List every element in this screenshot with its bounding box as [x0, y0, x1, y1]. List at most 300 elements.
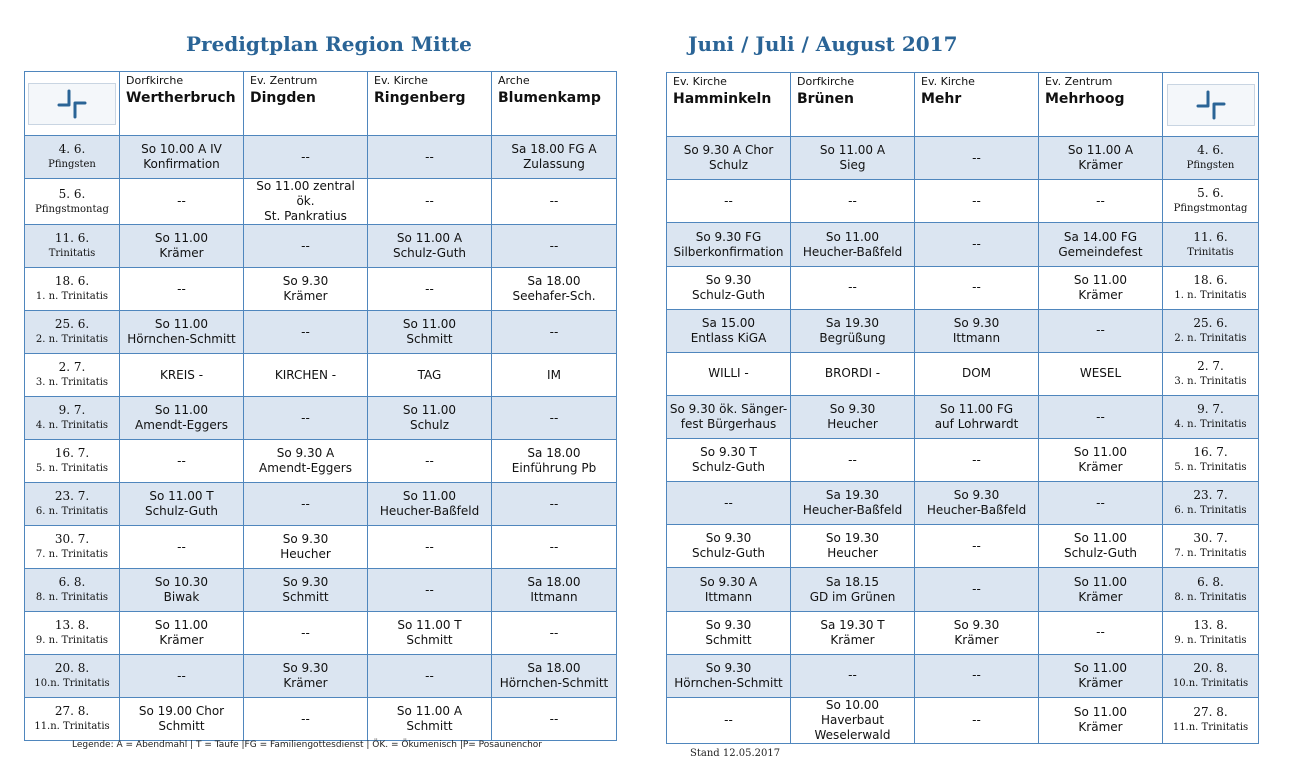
legend: Legende: A = Abendmahl | T = Taufe |FG = Familiengottesdienst | ÖK. = Ökumenisch |P= Posaunenchor [72, 740, 543, 750]
service-cell [1039, 137, 1163, 180]
service-line: -- [549, 539, 559, 554]
service-line: Heucher-Baßfeld [802, 244, 903, 259]
service-line: Schmitt [705, 632, 752, 647]
service-line: -- [848, 668, 857, 683]
logo-wrapper [1165, 73, 1256, 136]
service-cell [1039, 654, 1163, 697]
service-line: -- [549, 496, 559, 511]
service-cell [368, 179, 492, 225]
service-line: Schulz-Guth [691, 287, 766, 302]
service-cell [791, 137, 915, 180]
service-line: Krämer [283, 676, 328, 690]
service-line: -- [301, 238, 310, 253]
header-row [25, 72, 617, 136]
service-line: Entlass KiGA [690, 330, 767, 345]
service-line: So 11.00 [154, 403, 209, 417]
service-cell [915, 482, 1039, 525]
service-cell [667, 223, 791, 266]
date-label: 30. 7. [54, 532, 90, 546]
service-line: Sieg [839, 158, 866, 173]
service-line: -- [972, 538, 981, 553]
schedule-row [667, 654, 1259, 697]
sunday-name: Pfingstmontag [35, 203, 109, 215]
cross-logo-icon [28, 83, 116, 125]
schedule-row [25, 179, 617, 225]
sunday-name: Pfingsten [48, 159, 96, 170]
date-cell [1163, 482, 1259, 525]
service-line: So 9.30 A [276, 446, 335, 460]
service-line: -- [301, 324, 310, 339]
date-cell [1163, 137, 1259, 180]
service-line: -- [1096, 193, 1105, 208]
date-cell [25, 612, 120, 655]
schedule-row [25, 698, 617, 741]
sunday-name: 3. n. Trinitatis [1174, 375, 1247, 387]
service-cell [791, 395, 915, 438]
date-label: 13. 8. [1193, 617, 1228, 632]
service-line: Ittmann [530, 590, 578, 604]
service-line: -- [177, 281, 186, 296]
date-cell [25, 354, 120, 397]
service-line: So 11.00 [1073, 272, 1128, 287]
service-cell [120, 354, 244, 397]
service-cell [120, 440, 244, 483]
service-cell [244, 655, 368, 698]
service-cell [368, 136, 492, 179]
date-cell [1163, 223, 1259, 266]
sunday-name: Pfingsten [1186, 160, 1235, 172]
schedule-row [667, 525, 1259, 568]
service-line: -- [848, 193, 857, 208]
sunday-name: 10.n. Trinitatis [1172, 677, 1249, 689]
date-label: 6. 8. [1197, 574, 1224, 589]
service-line: So 10.00 Haverbaut [820, 697, 885, 727]
service-line: -- [425, 453, 434, 468]
service-cell [120, 569, 244, 612]
service-line: -- [301, 625, 310, 640]
logo-cell [25, 72, 120, 136]
service-cell [1039, 439, 1163, 482]
service-cell [368, 569, 492, 612]
service-line: TAG [417, 367, 442, 382]
date-label: 9. 7. [58, 403, 86, 417]
service-line: Schulz-Guth [691, 460, 766, 475]
service-cell [368, 655, 492, 698]
date-label: 27. 8. [54, 704, 90, 718]
schedule-row [667, 266, 1259, 309]
date-label: 13. 8. [54, 618, 90, 632]
date-cell [25, 655, 120, 698]
service-line: So 11.00 [402, 317, 457, 331]
service-cell [244, 225, 368, 268]
service-line: So 19.00 Chor [138, 704, 225, 718]
church-header [244, 72, 368, 136]
sunday-name: 9. n. Trinitatis [1174, 634, 1247, 646]
schedule-row [667, 439, 1259, 482]
service-line: Amendt-Eggers [135, 418, 228, 432]
service-line: Sa 19.30 [825, 315, 880, 330]
date-label: 23. 7. [1193, 488, 1228, 503]
service-line: Heucher-Baßfeld [802, 503, 903, 518]
church-name: Mehr [921, 91, 962, 107]
church-type: Ev. Zentrum [250, 74, 318, 87]
date-label: 16. 7. [54, 446, 90, 460]
sunday-name: 10.n. Trinitatis [34, 678, 110, 689]
service-cell [244, 698, 368, 741]
service-line: Krämer [1078, 460, 1123, 475]
sunday-name: 7. n. Trinitatis [35, 549, 109, 560]
date-label: 5. 6. [58, 186, 86, 201]
church-header [667, 73, 791, 137]
church-name: Mehrhoog [1045, 91, 1125, 107]
service-line: So 9.30 [953, 488, 1000, 503]
sunday-name: 2. n. Trinitatis [1174, 332, 1247, 344]
service-line: Schulz [708, 158, 749, 173]
service-cell [915, 180, 1039, 223]
service-cell [120, 612, 244, 655]
service-line: So 10.00 A IV [141, 142, 222, 156]
schedule-row [25, 526, 617, 569]
date-label: 11. 6. [54, 231, 90, 245]
service-cell [915, 266, 1039, 309]
service-line: Ittmann [704, 589, 753, 604]
service-line: DOM [961, 366, 992, 381]
service-line: -- [972, 237, 981, 251]
date-cell [25, 397, 120, 440]
service-cell [120, 179, 244, 225]
date-cell [1163, 568, 1259, 611]
service-cell [368, 440, 492, 483]
church-header [368, 72, 492, 136]
service-cell [915, 395, 1039, 438]
service-line: -- [724, 712, 733, 727]
service-line: So 11.00 T [149, 489, 214, 503]
service-cell [244, 440, 368, 483]
service-line: BRORDI - [824, 366, 881, 381]
service-line: So 9.30 [282, 532, 329, 546]
date-label: 18. 6. [1193, 272, 1228, 287]
service-cell [492, 483, 617, 526]
service-cell [667, 525, 791, 568]
date-label: 6. 8. [58, 575, 86, 589]
service-line: So 19.30 [825, 531, 880, 546]
date-cell [25, 179, 120, 225]
left-title: Predigtplan Region Mitte [186, 32, 472, 56]
service-line: Sa 19.30 T [820, 617, 885, 632]
service-line: Krämer [954, 632, 999, 647]
service-line: St. Pankratius [264, 209, 347, 223]
service-cell [120, 397, 244, 440]
service-cell [667, 654, 791, 697]
service-line: So 11.00 [402, 403, 457, 417]
service-line: Schmitt [282, 590, 329, 604]
schedule-row [25, 612, 617, 655]
schedule-row [667, 223, 1259, 266]
date-cell [1163, 180, 1259, 223]
service-line: -- [1096, 323, 1105, 338]
church-name: Dingden [250, 90, 316, 106]
service-line: Krämer [159, 246, 204, 260]
service-line: So 9.30 [705, 531, 752, 546]
service-line: -- [301, 149, 310, 164]
service-cell [120, 655, 244, 698]
service-cell [791, 611, 915, 654]
schedule-row [25, 354, 617, 397]
schedule-row [25, 136, 617, 179]
date-label: 5. 6. [1197, 186, 1224, 201]
service-line: So 9.30 [705, 272, 752, 287]
church-name: Blumenkamp [498, 90, 601, 106]
service-line: Heucher-Baßfeld [926, 503, 1027, 518]
service-line: So 9.30 A [699, 574, 758, 589]
service-line: So 11.00 [1073, 574, 1128, 589]
service-cell [915, 611, 1039, 654]
service-line: -- [549, 625, 559, 640]
service-line: Krämer [830, 632, 875, 647]
service-line: GD im Grünen [809, 589, 896, 604]
date-label: 20. 8. [54, 661, 90, 675]
church-header [1039, 73, 1163, 137]
service-cell [492, 655, 617, 698]
service-cell [791, 697, 915, 743]
schedule-row [667, 568, 1259, 611]
service-cell [244, 612, 368, 655]
service-cell [492, 268, 617, 311]
service-line: Sa 18.00 [527, 446, 581, 460]
service-cell [492, 311, 617, 354]
service-cell [915, 654, 1039, 697]
date-label: 11. 6. [1193, 229, 1228, 244]
sunday-name: 8. n. Trinitatis [1174, 591, 1247, 603]
date-cell [25, 225, 120, 268]
service-cell [492, 440, 617, 483]
service-line: Ittmann [952, 330, 1001, 345]
date-label: 9. 7. [1197, 402, 1224, 416]
service-cell [492, 526, 617, 569]
service-line: -- [549, 238, 559, 253]
service-line: Schmitt [406, 332, 453, 346]
service-line: -- [972, 452, 981, 467]
service-line: So 11.00 [1073, 531, 1128, 546]
service-cell [244, 526, 368, 569]
service-cell [1039, 611, 1163, 654]
header-row [667, 73, 1259, 137]
service-cell [1039, 482, 1163, 525]
service-line: So 9.30 T [700, 445, 757, 460]
service-cell [667, 180, 791, 223]
service-line: So 11.00 FG [939, 402, 1014, 416]
service-line: So 9.30 A Chor [683, 143, 774, 158]
schedule-row [667, 697, 1259, 743]
service-line: Sa 19.30 [825, 488, 880, 503]
schedule-row [25, 397, 617, 440]
service-line: -- [425, 281, 434, 296]
date-label: 23. 7. [54, 489, 90, 503]
service-line: So 11.00 [154, 618, 209, 632]
service-cell [368, 397, 492, 440]
service-cell [120, 483, 244, 526]
service-line: Hörnchen-Schmitt [499, 676, 609, 690]
service-line: Heucher [280, 547, 331, 561]
schedule-row [25, 268, 617, 311]
service-cell [915, 568, 1039, 611]
service-cell [667, 137, 791, 180]
service-line: Sa 18.15 [825, 574, 880, 589]
service-line: -- [177, 453, 186, 468]
sunday-name: 11.n. Trinitatis [34, 721, 110, 732]
service-line: So 9.30 [829, 402, 876, 416]
service-cell [791, 266, 915, 309]
service-line: WILLI - [708, 366, 749, 381]
service-line: So 9.30 [282, 575, 329, 589]
service-line: Krämer [1078, 720, 1123, 735]
service-cell [915, 309, 1039, 352]
date-label: 20. 8. [1193, 660, 1228, 675]
service-cell [915, 223, 1039, 266]
right-title: Juni / Juli / August 2017 [688, 32, 958, 56]
service-line: -- [724, 193, 733, 208]
date-cell [25, 698, 120, 741]
service-line: Gemeindefest [1058, 244, 1143, 259]
service-cell [120, 225, 244, 268]
sunday-name: Trinitatis [1187, 246, 1234, 258]
service-line: So 11.00 T [397, 618, 462, 632]
service-cell [120, 698, 244, 741]
sunday-name: 1. n. Trinitatis [35, 291, 109, 302]
service-cell [1039, 395, 1163, 438]
date-cell [25, 483, 120, 526]
service-line: Sa 14.00 FG [1063, 229, 1138, 244]
date-cell [1163, 309, 1259, 352]
schedule-row [667, 482, 1259, 525]
date-cell [1163, 697, 1259, 743]
service-cell [244, 483, 368, 526]
service-line: So 11.00 [154, 317, 209, 331]
service-line: -- [972, 280, 981, 295]
service-cell [791, 525, 915, 568]
service-line: Krämer [1078, 158, 1123, 173]
schedule-row [667, 137, 1259, 180]
service-cell [368, 268, 492, 311]
date-label: 4. 6. [1197, 143, 1224, 158]
sunday-name: Pfingstmontag [1173, 203, 1248, 215]
church-name: Wertherbruch [126, 90, 236, 106]
date-label: 25. 6. [54, 317, 90, 331]
service-line: Silberkonfirmation [673, 244, 784, 259]
service-line: -- [301, 410, 310, 425]
service-cell [791, 654, 915, 697]
service-line: Sa 18.00 FG A [511, 142, 597, 156]
service-cell [1039, 525, 1163, 568]
schedule-row [667, 352, 1259, 395]
service-cell [667, 352, 791, 395]
service-cell [368, 311, 492, 354]
service-cell [1039, 352, 1163, 395]
service-line: Schulz-Guth [1063, 546, 1138, 561]
service-line: Krämer [159, 633, 204, 647]
sunday-name: 8. n. Trinitatis [35, 592, 109, 603]
service-line: Weselerwald [814, 727, 891, 742]
schedule-row [667, 395, 1259, 438]
service-line: -- [972, 150, 981, 165]
service-line: -- [425, 668, 434, 683]
right-schedule-table [666, 72, 1259, 744]
church-type: Ev. Zentrum [1045, 75, 1113, 88]
service-cell [492, 397, 617, 440]
service-cell [492, 136, 617, 179]
service-line: Sa 18.00 [527, 274, 581, 288]
service-line: Amendt-Eggers [259, 461, 352, 475]
service-line: Hörnchen-Schmitt [674, 675, 783, 690]
service-cell [492, 698, 617, 741]
church-type: Ev. Kirche [374, 74, 428, 87]
service-cell [667, 395, 791, 438]
service-line: So 9.30 [953, 617, 1000, 632]
service-cell [915, 137, 1039, 180]
date-label: 25. 6. [1193, 315, 1228, 330]
service-line: So 11.00 A [1067, 143, 1134, 158]
service-line: So 10.30 [154, 575, 209, 589]
schedule-row [25, 655, 617, 698]
service-cell [791, 568, 915, 611]
sunday-name: 9. n. Trinitatis [35, 635, 109, 646]
sunday-name: 3. n. Trinitatis [35, 377, 109, 388]
service-line: So 11.00 [825, 229, 880, 244]
church-header [120, 72, 244, 136]
date-cell [1163, 395, 1259, 438]
service-line: So 11.00 A [396, 704, 463, 718]
service-line: -- [972, 193, 981, 208]
schedule-row [25, 569, 617, 612]
service-line: So 9.30 ök. Sänger- [669, 402, 788, 416]
church-header [915, 73, 1039, 137]
service-cell [915, 525, 1039, 568]
sunday-name: 5. n. Trinitatis [35, 463, 109, 474]
date-cell [25, 136, 120, 179]
service-cell [244, 136, 368, 179]
sunday-name: 1. n. Trinitatis [1174, 289, 1247, 301]
service-line: IM [547, 367, 561, 382]
service-line: So 9.30 [953, 315, 1000, 330]
service-line: So 11.00 A [819, 143, 886, 158]
service-line: So 9.30 [705, 660, 752, 675]
schedule-row [667, 309, 1259, 352]
service-line: -- [848, 280, 857, 295]
service-cell [492, 225, 617, 268]
service-line: Schmitt [406, 633, 453, 647]
schedule-row [667, 180, 1259, 223]
church-type: Arche [498, 74, 530, 87]
service-line: Krämer [1078, 287, 1123, 302]
service-cell [791, 180, 915, 223]
service-cell [667, 482, 791, 525]
church-name: Hamminkeln [673, 91, 772, 107]
service-line: -- [848, 452, 857, 467]
service-line: Sa 18.00 [527, 575, 581, 589]
service-line: Heucher [827, 417, 878, 431]
service-line: So 9.30 [705, 617, 752, 632]
date-label: 16. 7. [1193, 445, 1228, 460]
service-line: Schmitt [158, 719, 205, 733]
church-type: Ev. Kirche [673, 75, 727, 88]
service-line: KIRCHEN - [274, 367, 337, 382]
service-line: -- [549, 410, 559, 425]
service-line: -- [425, 149, 434, 164]
service-line: -- [724, 495, 733, 510]
cross-logo-icon [1167, 84, 1255, 126]
service-cell [915, 352, 1039, 395]
church-type: Dorfkirche [797, 75, 855, 88]
